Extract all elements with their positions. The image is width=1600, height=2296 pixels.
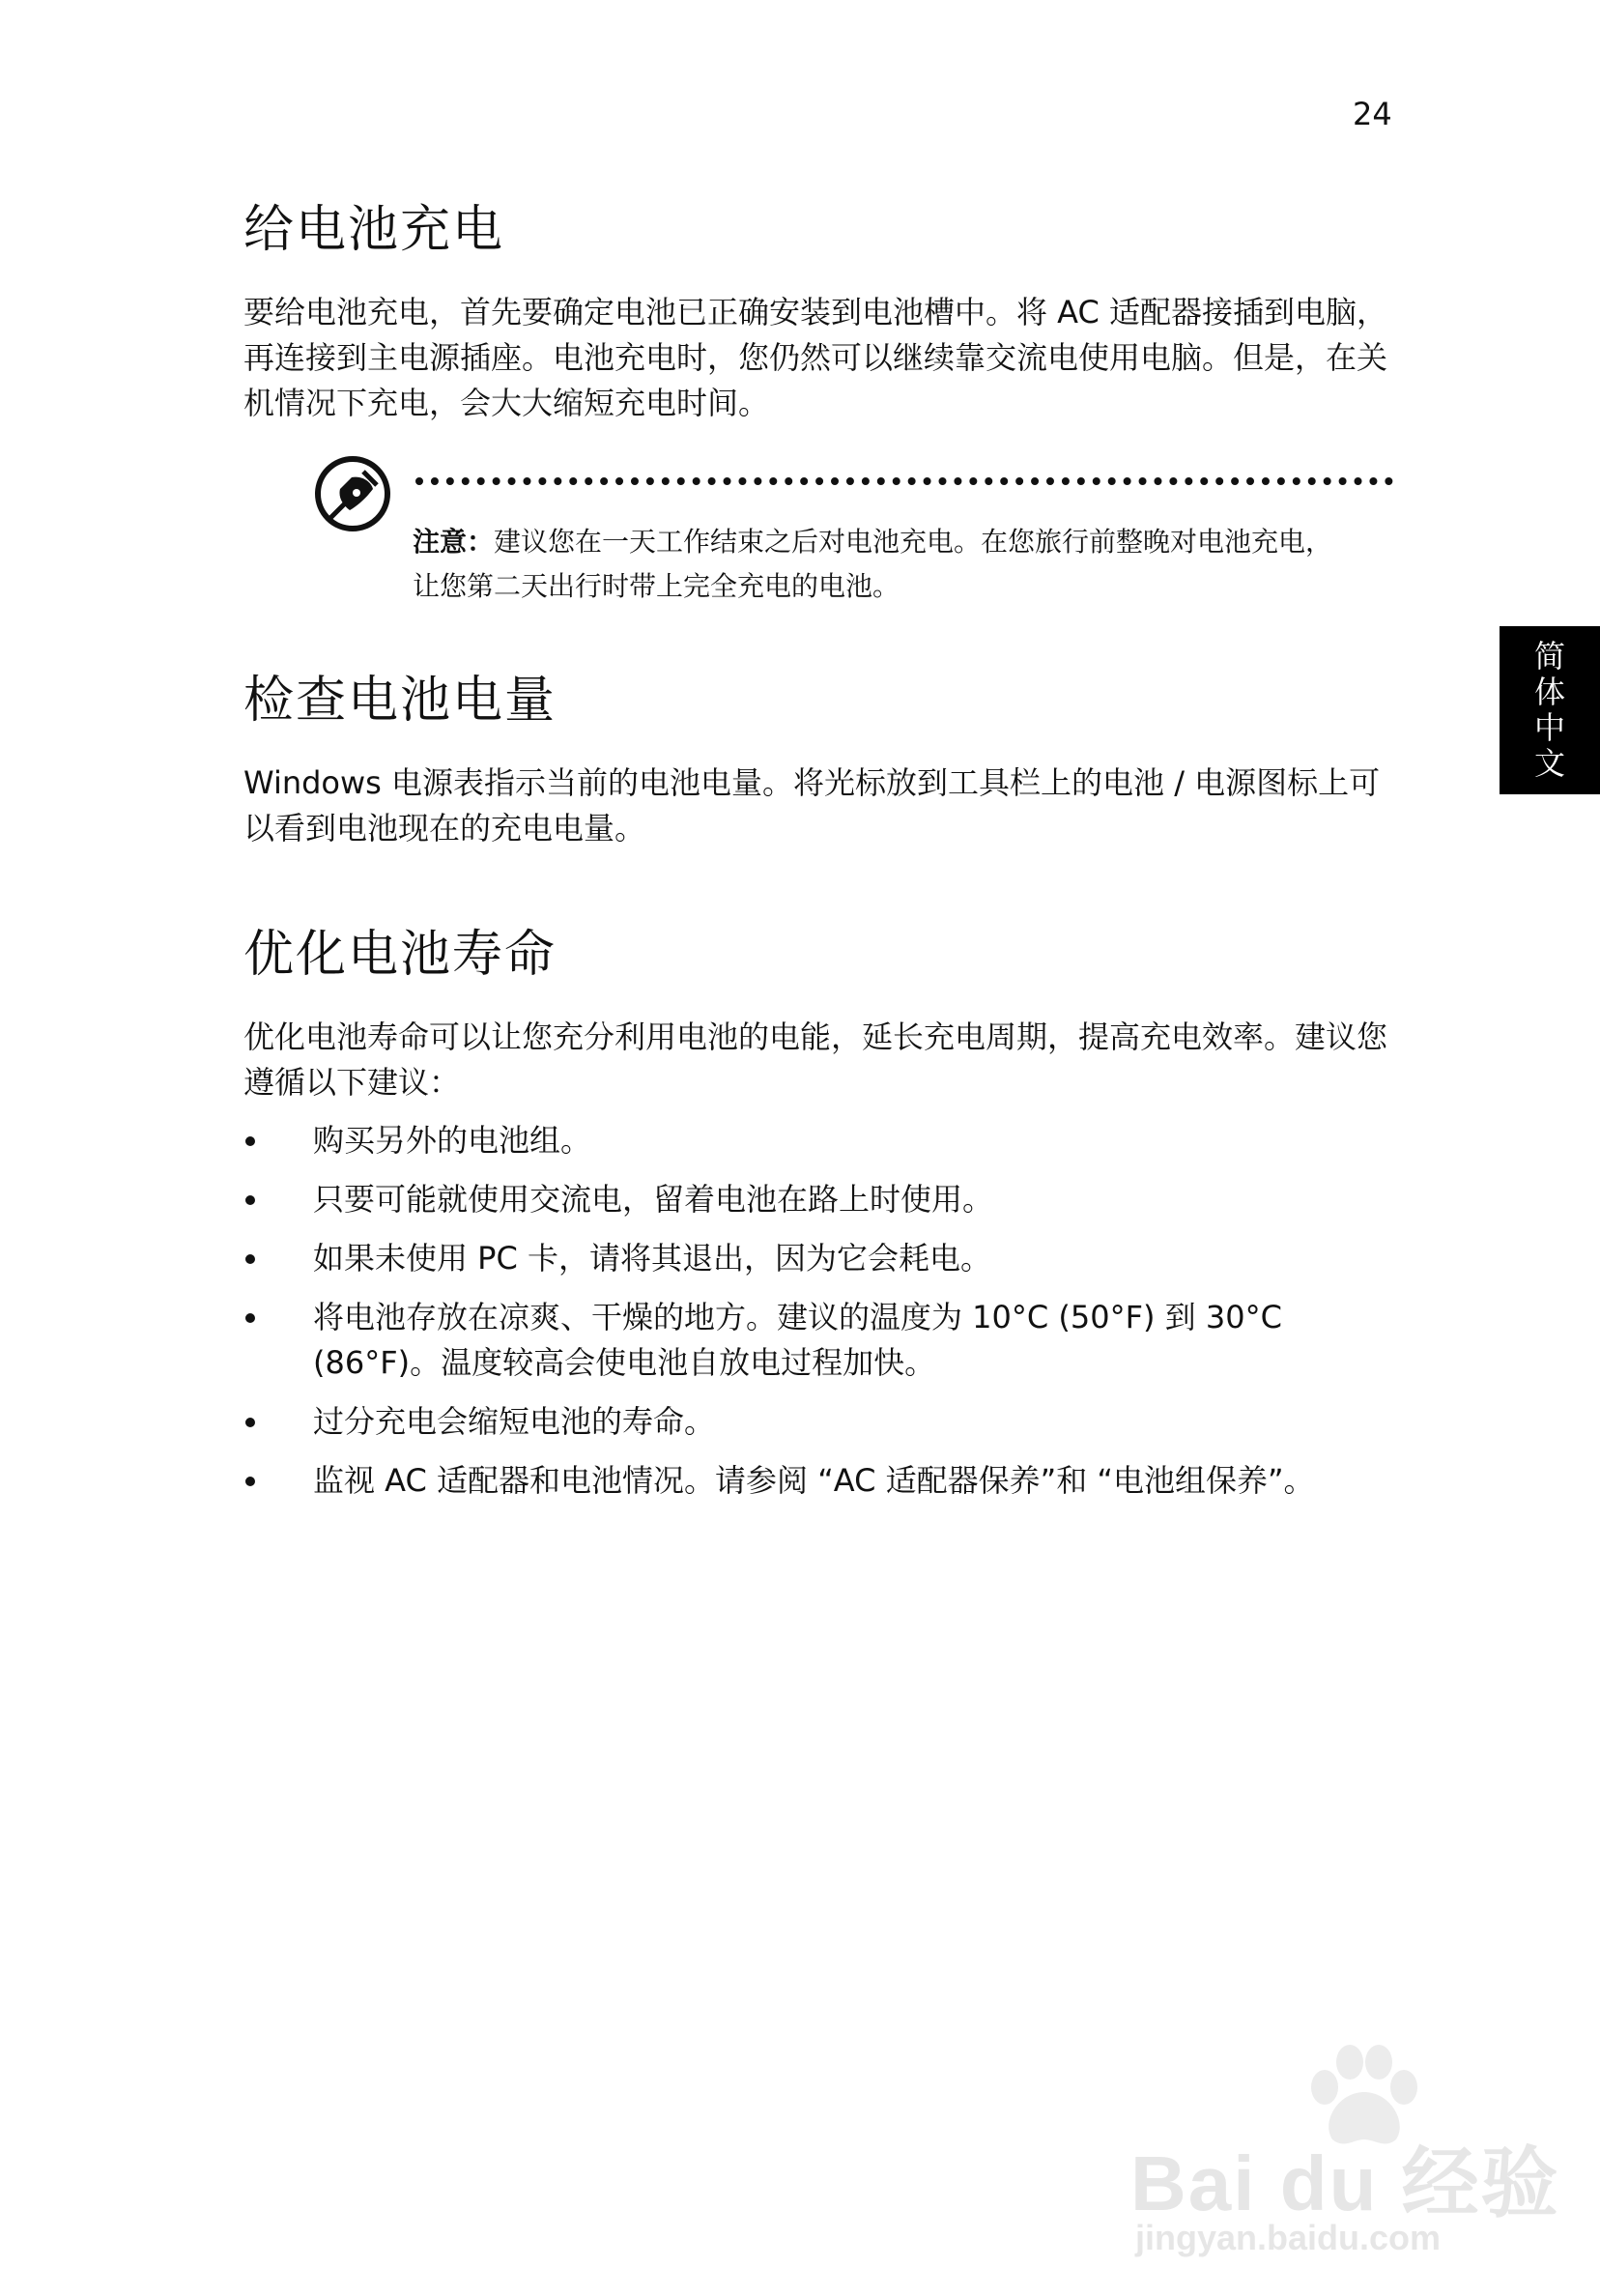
list-item-text: 将电池存放在凉爽、干燥的地方。建议的温度为 10°C (50°F) 到 30°C (86°F)。温度较高会使电池自放电过程加快。 xyxy=(313,1299,1282,1381)
language-tab-char: 体 xyxy=(1533,674,1565,710)
optimizing-paragraph: 优化电池寿命可以让您充分利用电池的电能，延长充电周期，提高充电效率。建议您遵循以下建议： xyxy=(243,1019,1388,1101)
list-item-text: 监视 AC 适配器和电池情况。请参阅 “AC 适配器保养”和 “电池组保养”。 xyxy=(313,1462,1315,1499)
tips-list xyxy=(243,1118,1393,1517)
page-number: 24 xyxy=(1353,96,1392,132)
list-item xyxy=(243,1399,1393,1445)
bullet-icon xyxy=(245,1254,255,1264)
language-tab-char: 简 xyxy=(1533,638,1565,674)
list-item xyxy=(243,1118,1393,1163)
note-text xyxy=(413,520,1340,609)
list-item xyxy=(243,1177,1393,1222)
checking-paragraph: Windows 电源表指示当前的电池电量。将光标放到工具栏上的电池 / 电源图标上可以看到电池现在的充电电量。 xyxy=(243,764,1381,847)
language-tab xyxy=(1500,626,1600,794)
charging-paragraph: 要给电池充电，首先要确定电池已正确安装到电池槽中。将 AC 适配器接插到电脑，再连接到主电源插座。电池充电时，您仍然可以继续靠交流电使用电脑。但是，在关机情况下充电，会大大缩短充电时间。 xyxy=(243,294,1388,421)
bullet-icon xyxy=(245,1195,255,1205)
pen-nib-note-icon xyxy=(313,454,392,533)
watermark-url: jingyan.baidu.com xyxy=(1135,2218,1442,2257)
list-item-text: 过分充电会缩短电池的寿命。 xyxy=(313,1403,716,1440)
list-item-text: 只要可能就使用交流电，留着电池在路上时使用。 xyxy=(313,1181,994,1218)
bullet-icon xyxy=(245,1477,255,1486)
language-tab-char: 文 xyxy=(1533,745,1565,782)
list-item xyxy=(243,1458,1393,1504)
note-box xyxy=(313,454,1395,618)
list-item-text: 如果未使用 PC 卡，请将其退出，因为它会耗电。 xyxy=(313,1240,991,1277)
bullet-icon xyxy=(245,1313,255,1323)
note-dotted-divider xyxy=(415,477,1393,485)
note-label: 注意： xyxy=(413,526,495,558)
section-title-checking: 检查电池电量 xyxy=(243,672,557,730)
note-body: 建议您在一天工作结束之后对电池充电。在您旅行前整晚对电池充电，让您第二天出行时带上完全充电的电池。 xyxy=(413,526,1333,602)
baidu-jingyan-watermark xyxy=(1111,2039,1560,2271)
section-title-charging: 给电池充电 xyxy=(243,201,505,259)
bullet-icon xyxy=(245,1136,255,1146)
bullet-icon xyxy=(245,1418,255,1427)
section-title-optimizing: 优化电池寿命 xyxy=(243,926,557,984)
language-tab-char: 中 xyxy=(1533,709,1565,746)
list-item-text: 购买另外的电池组。 xyxy=(313,1122,592,1159)
list-item xyxy=(243,1295,1393,1386)
watermark-logo-text: Bai du 经验 xyxy=(1130,2140,1560,2226)
list-item xyxy=(243,1236,1393,1281)
